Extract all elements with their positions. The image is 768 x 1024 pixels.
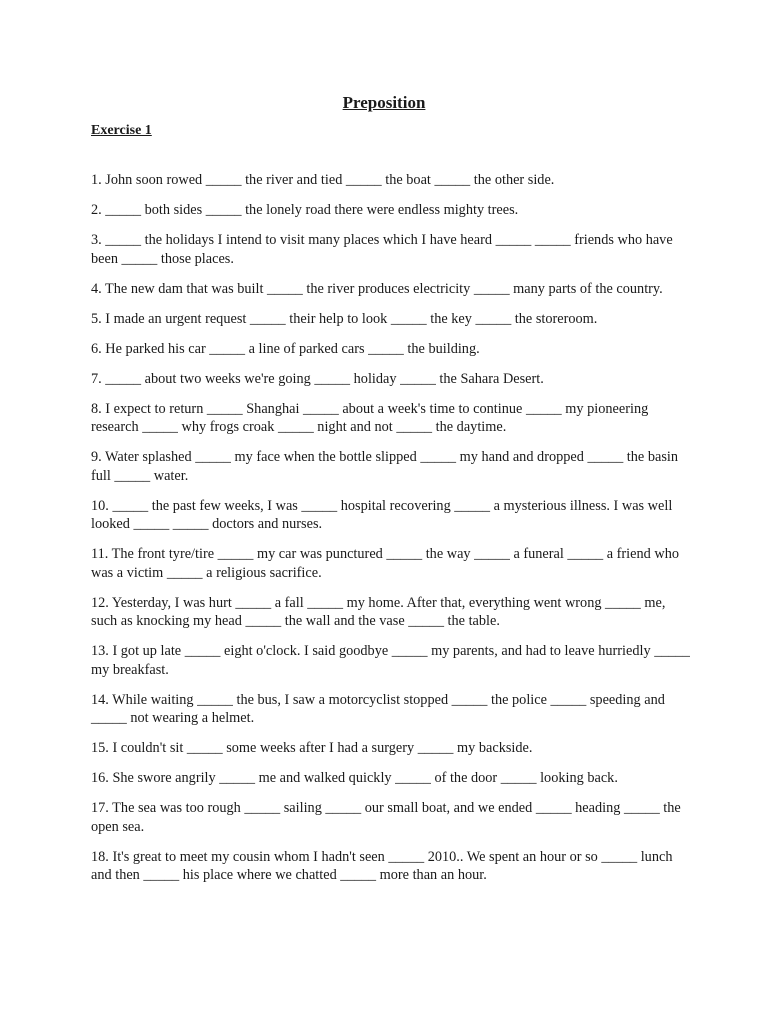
exercise-item-11: 11. The front tyre/tire _____ my car was punctured _____ the way _____ a funeral _____ a friend who was a victim _____ a religious sacrifice. [91,546,679,581]
exercise-item-17: 17. The sea was too rough _____ sailing _____ our small boat, and we ended _____ heading _____ the open sea. [91,800,681,835]
exercise-item-10: 10. _____ the past few weeks, I was _____ hospital recovering _____ a mysterious illness. I was well looked _____ _____ doctors and nurses. [91,497,673,532]
exercise-item-3: 3. _____ the holidays I intend to visit many places which I have heard _____ _____ friends who have been _____ those places. [91,232,673,267]
exercise-item-15: 15. I couldn't sit _____ some weeks after I had a surgery _____ my backside. [91,740,533,756]
exercise-item-2: 2. _____ both sides _____ the lonely road there were endless mighty trees. [91,202,519,218]
exercise-item-6: 6. He parked his car _____ a line of parked cars _____ the building. [91,340,480,357]
exercise-item-12: 12. Yesterday, I was hurt _____ a fall _____ my home. After that, everything went wrong _____ me, such as knocking my head _____ the wall and the vase _____ the table. [91,594,666,629]
exercise-item-13: 13. I got up late _____ eight o'clock. I said goodbye _____ my parents, and had to leave hurriedly _____ my breakfast. [91,643,690,678]
exercise-item-4: 4. The new dam that was built _____ the river produces electricity _____ many parts of the country. [91,280,663,297]
exercise-heading: Exercise 1 [91,123,152,138]
exercise-item-7: 7. _____ about two weeks we're going _____ holiday _____ the Sahara Desert. [91,370,544,387]
exercise-item-18: 18. It's great to meet my cousin whom I hadn't seen _____ 2010.. We spent an hour or so _____ lunch and then _____ his place where we chatted _____ more than an hour. [91,848,673,883]
exercise-item-14: 14. While waiting _____ the bus, I saw a motorcyclist stopped _____ the police _____ speeding and _____ not wearing a helmet. [91,691,665,726]
exercise-list [91,171,691,896]
exercise-item-1: 1. John soon rowed _____ the river and tied _____ the boat _____ the other side. [91,172,555,188]
exercise-item-9: 9. Water splashed _____ my face when the bottle slipped _____ my hand and dropped _____ the basin full _____ water. [91,449,679,484]
exercise-item-16: 16. She swore angrily _____ me and walked quickly _____ of the door _____ looking back. [91,770,618,786]
page-title: Preposition [342,93,426,112]
exercise-item-5: 5. I made an urgent request _____ their help to look _____ the key _____ the storeroom. [91,310,598,327]
exercise-item-8: 8. I expect to return _____ Shanghai _____ about a week's time to continue _____ my pioneering research _____ why frogs croak _____ night and not _____ the daytime. [91,400,649,435]
